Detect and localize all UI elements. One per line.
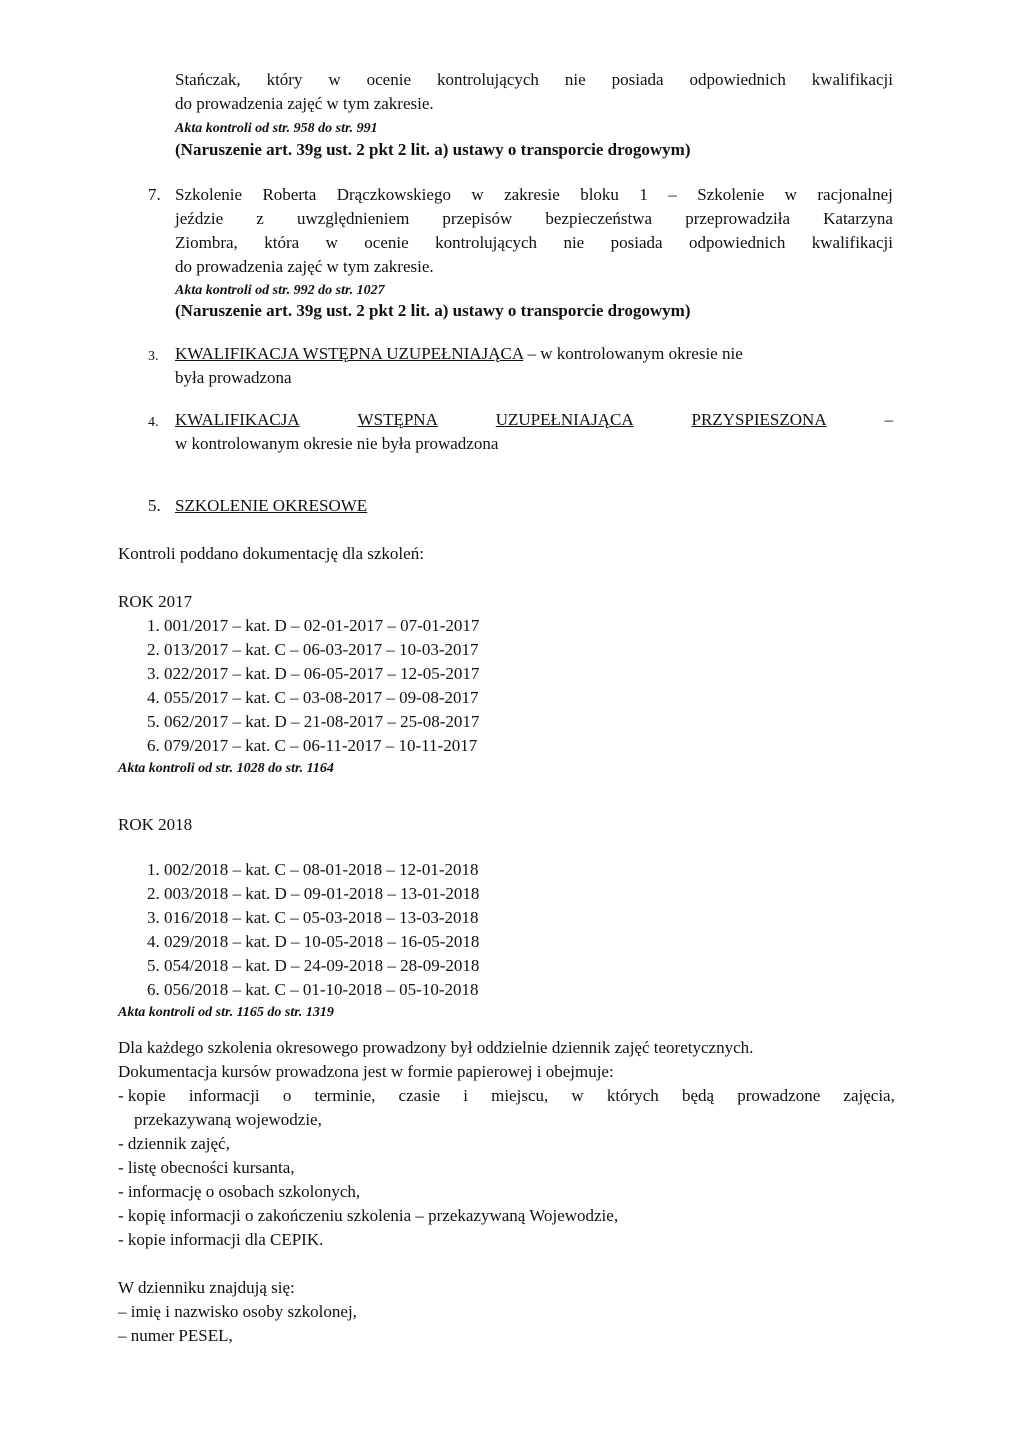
intro-line-2: do prowadzenia zajęć w tym zakresie. (175, 94, 434, 113)
word: kwalifikacji (811, 70, 893, 89)
item-7-line-2 (175, 207, 893, 231)
item-7-line-3 (175, 231, 893, 255)
word: prowadzone (737, 1086, 821, 1105)
list-item-text: 013/2017 – kat. C – 06-03-2017 – 10-03-2017 (164, 640, 479, 659)
word: w (784, 185, 797, 204)
item-7-line-1 (175, 183, 893, 207)
word: odpowiednich (689, 233, 786, 252)
word: odpowiednich (689, 70, 786, 89)
journal-intro: W dzienniku znajdują się: (118, 1278, 295, 1297)
word: racjonalnej (817, 185, 893, 204)
list-item-text: 001/2017 – kat. D – 02-01-2017 – 07-01-2017 (164, 616, 480, 635)
docs-line-2: Dokumentacja kursów prowadzona jest w formie papierowej i obejmuje: (118, 1062, 614, 1081)
journal-item: – imię i nazwisko osoby szkolonej, (118, 1302, 357, 1321)
section-4-title-word: KWALIFIKACJA (175, 410, 300, 429)
word: kwalifikacji (811, 233, 893, 252)
word: nie (564, 70, 586, 89)
section-3-number: 3. (148, 349, 159, 364)
year-2018-reference: Akta kontroli od str. 1165 do str. 1319 (118, 1005, 334, 1020)
word: bloku (580, 185, 619, 204)
word: o (282, 1086, 292, 1105)
list-item-text: 002/2018 – kat. C – 08-01-2018 – 12-01-2018 (164, 860, 479, 879)
list-item-number: 4. (147, 688, 160, 707)
word: 1 (639, 185, 648, 204)
word: kontrolujących (436, 70, 539, 89)
intro-reference: Akta kontroli od str. 958 do str. 991 (175, 121, 378, 136)
word: zakresie (504, 185, 560, 204)
list-item-number: 6. (147, 980, 160, 999)
list-item-number: 1. (147, 616, 160, 635)
word: miejscu, (491, 1086, 549, 1105)
section-4-line-1 (175, 408, 893, 432)
list-item-number: 4. (147, 932, 160, 951)
section-3-title: KWALIFIKACJA WSTĘPNA UZUPEŁNIAJĄCA (175, 344, 524, 363)
word: i (463, 1086, 468, 1105)
word: posiada (610, 233, 663, 252)
section-4-number: 4. (148, 415, 159, 430)
list-item (147, 954, 479, 978)
list-item-text: 079/2017 – kat. C – 06-11-2017 – 10-11-2017 (164, 736, 478, 755)
section-5-intro: Kontroli poddano dokumentację dla szkoleń: (118, 544, 424, 563)
section-4-line-2: w kontrolowanym okresie nie była prowadzona (175, 434, 499, 453)
intro-violation: (Naruszenie art. 39g ust. 2 pkt 2 lit. a) ustawy o transporcie drogowym) (175, 140, 691, 159)
list-item (147, 662, 479, 686)
section-3-line-2: była prowadzona (175, 368, 292, 387)
word: przeprowadziła (685, 209, 790, 228)
list-item-text: 003/2018 – kat. D – 09-01-2018 – 13-01-2018 (164, 884, 480, 903)
list-item (147, 930, 479, 954)
word: Stańczak, (175, 70, 241, 89)
list-item (147, 686, 478, 710)
word: – (668, 185, 677, 204)
list-item-text: 055/2017 – kat. C – 03-08-2017 – 09-08-2017 (164, 688, 479, 707)
list-item-number: 3. (147, 908, 160, 927)
section-3-rest: – w kontrolowanym okresie nie (523, 344, 743, 363)
word: terminie, (314, 1086, 376, 1105)
list-item (147, 710, 479, 734)
list-item (147, 906, 478, 930)
list-item (147, 858, 478, 882)
year-2017-reference: Akta kontroli od str. 1028 do str. 1164 (118, 761, 334, 776)
list-item (147, 882, 479, 906)
docs-bullet-1 (118, 1084, 895, 1108)
word: ocenie (366, 70, 411, 89)
word: który (266, 70, 303, 89)
list-item-number: 5. (147, 712, 160, 731)
word: w (571, 1086, 584, 1105)
word: zajęcia, (843, 1086, 895, 1105)
list-item-number: 2. (147, 640, 160, 659)
list-item-text: 062/2017 – kat. D – 21-08-2017 – 25-08-2017 (164, 712, 480, 731)
list-item-text: 056/2018 – kat. C – 01-10-2018 – 05-10-2018 (164, 980, 479, 999)
docs-bullet: - listę obecności kursanta, (118, 1158, 295, 1177)
section-4-title-word: UZUPEŁNIAJĄCA (495, 410, 634, 429)
word: nie (563, 233, 585, 252)
list-item-text: 054/2018 – kat. D – 24-09-2018 – 28-09-2018 (164, 956, 480, 975)
word: która (264, 233, 300, 252)
item-7-reference: Akta kontroli od str. 992 do str. 1027 (175, 283, 385, 298)
year-2017-heading: ROK 2017 (118, 592, 193, 611)
word: w (325, 233, 338, 252)
word: Roberta (262, 185, 317, 204)
docs-bullet: - kopie informacji dla CEPIK. (118, 1230, 324, 1249)
word: bezpieczeństwa (545, 209, 653, 228)
word: w (328, 70, 341, 89)
word: czasie (398, 1086, 441, 1105)
item-7-line-4: do prowadzenia zajęć w tym zakresie. (175, 257, 434, 276)
word: Drączkowskiego (336, 185, 451, 204)
docs-bullet: - informację o osobach szkolonych, (118, 1182, 361, 1201)
journal-item: – numer PESEL, (118, 1326, 233, 1345)
section-4-dash: – (884, 410, 893, 429)
word: Szkolenie (697, 185, 765, 204)
list-item-text: 029/2018 – kat. D – 10-05-2018 – 16-05-2018 (164, 932, 480, 951)
list-item-number: 3. (147, 664, 160, 683)
word: Szkolenie (175, 185, 243, 204)
word: przepisów (442, 209, 513, 228)
word: z (256, 209, 264, 228)
word: Katarzyna (823, 209, 893, 228)
section-5-title: SZKOLENIE OKRESOWE (175, 496, 368, 515)
list-item (147, 638, 478, 662)
list-item-text: 022/2017 – kat. D – 06-05-2017 – 12-05-2017 (164, 664, 480, 683)
word: kontrolujących (435, 233, 538, 252)
section-4-title-word: WSTĘPNA (357, 410, 438, 429)
word: Ziombra, (175, 233, 238, 252)
year-2018-heading: ROK 2018 (118, 815, 193, 834)
list-item-text: 016/2018 – kat. C – 05-03-2018 – 13-03-2018 (164, 908, 479, 927)
list-item (147, 734, 477, 758)
docs-bullet-1-cont: przekazywaną wojewodzie, (134, 1110, 322, 1129)
word: będą (681, 1086, 715, 1105)
list-item-number: 5. (147, 956, 160, 975)
word: jeździe (175, 209, 224, 228)
list-item-number: 6. (147, 736, 160, 755)
word: w (471, 185, 484, 204)
section-4-title-word: PRZYSPIESZONA (691, 410, 827, 429)
intro-line-1 (175, 68, 893, 92)
list-item (147, 978, 478, 1002)
word: posiada (611, 70, 664, 89)
word: informacji (188, 1086, 260, 1105)
word: uwzględnieniem (296, 209, 410, 228)
docs-line-1: Dla każdego szkolenia okresowego prowadzony był oddzielnie dziennik zajęć teoretycznych. (118, 1038, 754, 1057)
section-5-number: 5. (148, 496, 161, 515)
docs-bullet: - kopię informacji o zakończeniu szkolenia – przekazywaną Wojewodzie, (118, 1206, 619, 1225)
list-item (147, 614, 479, 638)
word: których (606, 1086, 659, 1105)
docs-bullet: - dziennik zajęć, (118, 1134, 230, 1153)
list-item-number: 1. (147, 860, 160, 879)
item-7-violation: (Naruszenie art. 39g ust. 2 pkt 2 lit. a) ustawy o transporcie drogowym) (175, 301, 691, 320)
word: - kopie (118, 1086, 166, 1105)
section-3-line-1 (175, 342, 743, 366)
item-7-number: 7. (148, 185, 161, 204)
word: ocenie (364, 233, 409, 252)
list-item-number: 2. (147, 884, 160, 903)
